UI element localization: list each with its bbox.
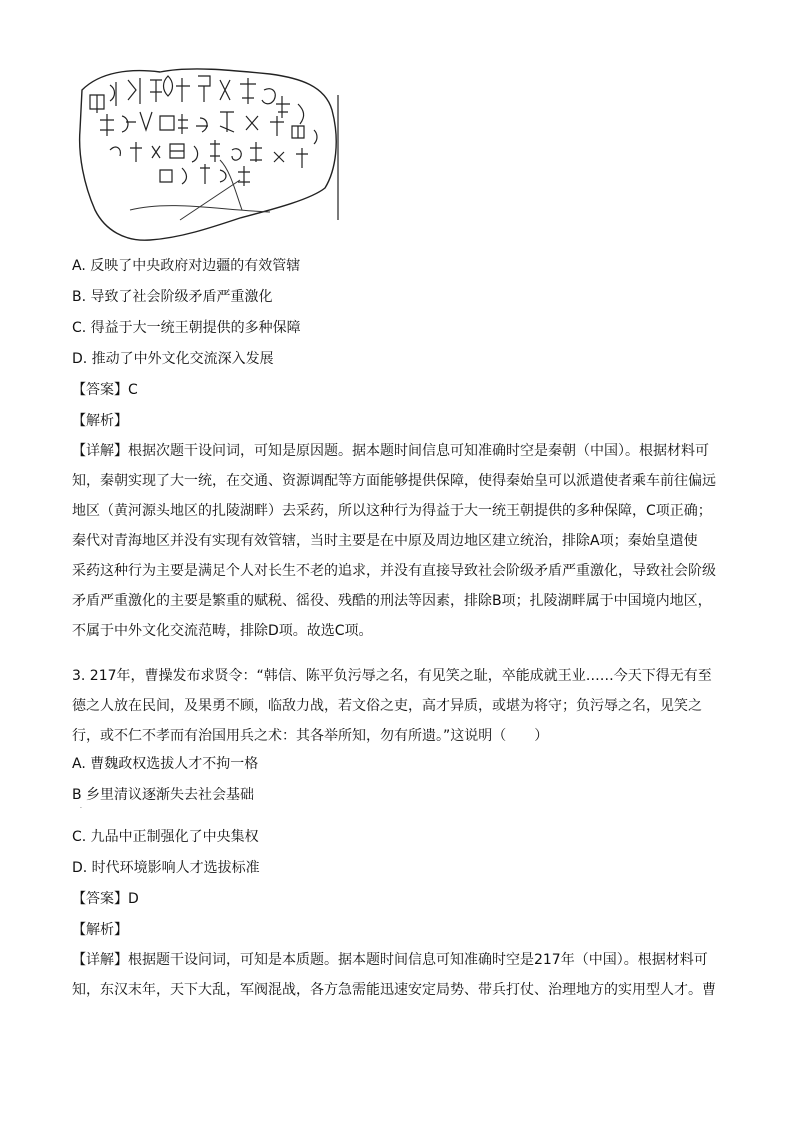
q2-option-b: B. 导致了社会阶级矛盾严重激化 (72, 289, 273, 305)
q3-stem-line: 3. 217年，曹操发布求贤令：“韩信、陈平负污辱之名，有见笑之耻，卒能成就王业……今天下得无有至 (72, 668, 712, 684)
q2-analysis-body (72, 436, 720, 646)
q3-option-b: B 乡里清议逐渐失去社会基础 (72, 787, 255, 803)
stone-inscription-illustration (70, 60, 350, 250)
q3-answer: 【答案】D (72, 891, 139, 907)
q2-analysis-line: 秦代对青海地区并没有实现有效管辖，当时主要是在中原及周边地区建立统治，排除A项；秦始皇遣使 (72, 533, 698, 549)
q2-option-d: D. 推动了中外文化交流深入发展 (72, 351, 274, 367)
q3-stem (72, 661, 720, 751)
q3-option-d: D. 时代环境影响人才选拔标准 (72, 860, 260, 876)
q3-stem-line: 行，或不仁不孝而有治国用兵之术：其各举所知，勿有所遗。”这说明（ ） (72, 728, 549, 744)
q2-analysis-line: 不属于中外文化交流范畴，排除D项。故选C项。 (72, 623, 373, 639)
q2-analysis-line: 【详解】根据次题干设问词，可知是原因题。据本题时间信息可知准确时空是秦朝（中国）。根据材料可 (72, 443, 709, 459)
q2-analysis-line: 采药这种行为主要是满足个人对长生不老的追求，并没有直接导致社会阶级矛盾严重激化，导致社会阶级 (72, 563, 716, 579)
q2-analysis-title: 【解析】 (72, 413, 128, 429)
q3-analysis-title: 【解析】 (72, 922, 128, 938)
q2-analysis-line: 矛盾严重激化的主要是繁重的赋税、徭役、残酷的刑法等因素，排除B项；扎陵湖畔属于中国境内地区， (72, 593, 712, 609)
q2-option-a: A. 反映了中央政府对边疆的有效管辖 (72, 258, 301, 274)
stray-dot: · (80, 805, 82, 812)
q2-answer: 【答案】C (72, 382, 138, 398)
q3-analysis-line: 【详解】根据题干设问词，可知是本质题。据本题时间信息可知准确时空是217年（中国）。根据材料可 (72, 952, 708, 968)
q3-analysis-body (72, 945, 720, 1005)
q3-option-c: C. 九品中正制强化了中央集权 (72, 829, 259, 845)
q3-option-a: A. 曹魏政权选拔人才不拘一格 (72, 756, 259, 772)
q3-stem-line: 德之人放在民间，及果勇不顾，临敌力战，若文俗之吏，高才异质，或堪为将守；负污辱之名，见笑之 (72, 698, 702, 714)
q2-option-c: C. 得益于大一统王朝提供的多种保障 (72, 320, 301, 336)
q3-analysis-line: 知，东汉末年，天下大乱，军阀混战，各方急需能迅速安定局势、带兵打仗、治理地方的实用型人才。曹 (72, 982, 716, 998)
q2-analysis-line: 知，秦朝实现了大一统，在交通、资源调配等方面能够提供保障，使得秦始皇可以派遣使者乘车前往偏远 (72, 473, 716, 489)
q2-analysis-line: 地区（黄河源头地区的扎陵湖畔）去采药，所以这种行为得益于大一统王朝提供的多种保障，C项正确； (72, 503, 712, 519)
